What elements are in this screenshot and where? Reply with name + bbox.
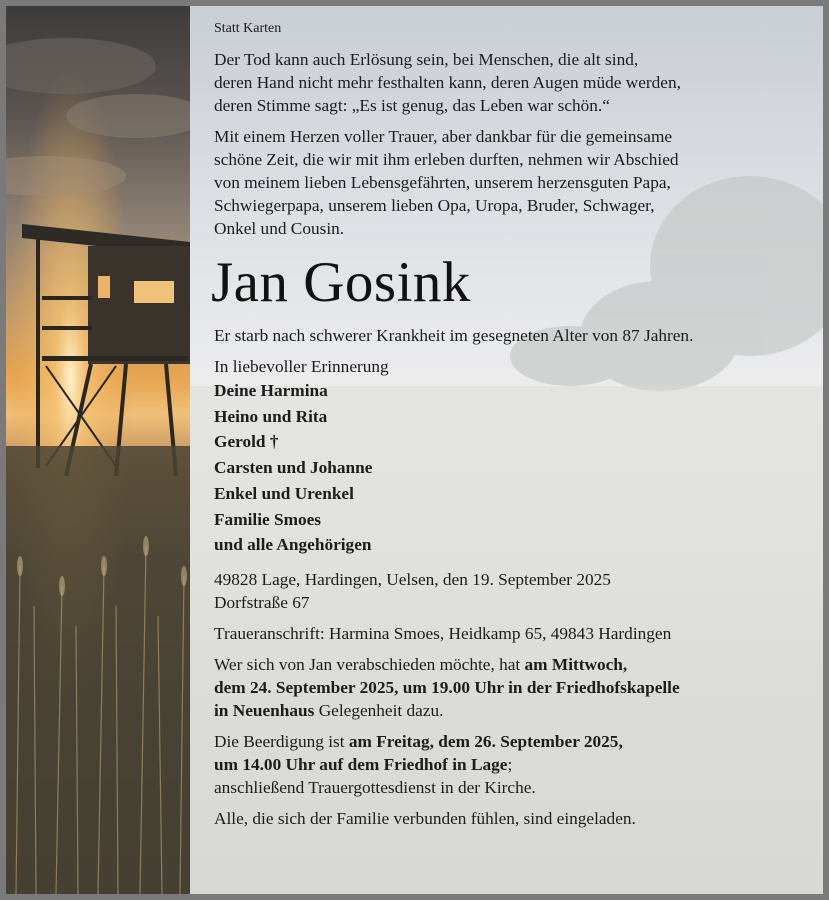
funeral-text: Die Beerdigung ist	[214, 731, 349, 751]
sunrise-meadow-image	[6, 6, 190, 894]
intro-line: Onkel und Cousin.	[214, 219, 345, 238]
mourner: Enkel und Urenkel	[214, 483, 354, 503]
farewell-town: in Neuenhaus	[214, 700, 315, 720]
poem-line: deren Hand nicht mehr festhalten kann, deren Augen müde werden,	[214, 73, 681, 92]
intro-line: schöne Zeit, die wir mit ihm erleben durften, nehmen wir Abschied	[214, 150, 679, 169]
funeral-service: anschließend Trauergottesdienst in der Kirche.	[214, 777, 536, 797]
statt-karten: Statt Karten	[214, 21, 282, 36]
text-panel	[190, 6, 823, 894]
hunting-stand-photo	[6, 6, 190, 894]
intro-line: Mit einem Herzen voller Trauer, aber dankbar für die gemeinsame	[214, 127, 673, 146]
obituary-text	[211, 20, 814, 830]
remembrance-label: In liebevoller Erinnerung	[214, 357, 389, 376]
intro-line: Schwiegerpapa, unserem lieben Opa, Uropa, Bruder, Schwager,	[214, 196, 655, 215]
poem-line: deren Stimme sagt: „Es ist genug, das Leben war schön.“	[214, 96, 610, 115]
mourner: Heino und Rita	[214, 406, 328, 426]
farewell-end: Gelegenheit dazu.	[314, 700, 444, 720]
mourner: Deine Harmina	[214, 381, 328, 400]
death-note: Er starb nach schwerer Krankheit im gesegneten Alter von 87 Jahren.	[214, 326, 694, 345]
funeral-semicolon: ;	[507, 754, 513, 774]
mourning-address: Traueranschrift: Harmina Smoes, Heidkamp 65, 49843 Hardingen	[214, 623, 672, 643]
intro-line: von meinem lieben Lebensgefährten, unserem herzensguten Papa,	[214, 173, 671, 192]
mourner: Gerold †	[214, 432, 279, 452]
farewell-date-place: dem 24. September 2025, um 19.00 Uhr in der Friedhofskapelle	[214, 677, 680, 697]
place-date: 49828 Lage, Hardingen, Uelsen, den 19. September 2025	[214, 569, 611, 589]
farewell-text: Wer sich von Jan verabschieden möchte, hat	[214, 654, 525, 674]
funeral-paragraph	[214, 730, 814, 799]
street-address: Dorfstraße 67	[214, 592, 310, 612]
funeral-date: am Freitag, dem 26. September 2025,	[348, 731, 623, 751]
mourner: und alle Angehörigen	[214, 535, 372, 555]
farewell-paragraph	[214, 653, 814, 722]
farewell-day: am Mittwoch,	[524, 654, 628, 674]
deceased-name: Jan Gosink	[211, 251, 471, 314]
poem-line: Der Tod kann auch Erlösung sein, bei Menschen, die alt sind,	[214, 50, 639, 69]
funeral-time-place: um 14.00 Uhr auf dem Friedhof in Lage	[214, 754, 508, 774]
poem	[214, 48, 814, 117]
mourners-list	[214, 378, 814, 558]
mourner: Familie Smoes	[214, 509, 322, 529]
intro-paragraph	[214, 125, 814, 240]
mourner: Carsten und Johanne	[214, 458, 373, 478]
closing-invitation: Alle, die sich der Familie verbunden fühlen, sind eingeladen.	[214, 808, 636, 828]
